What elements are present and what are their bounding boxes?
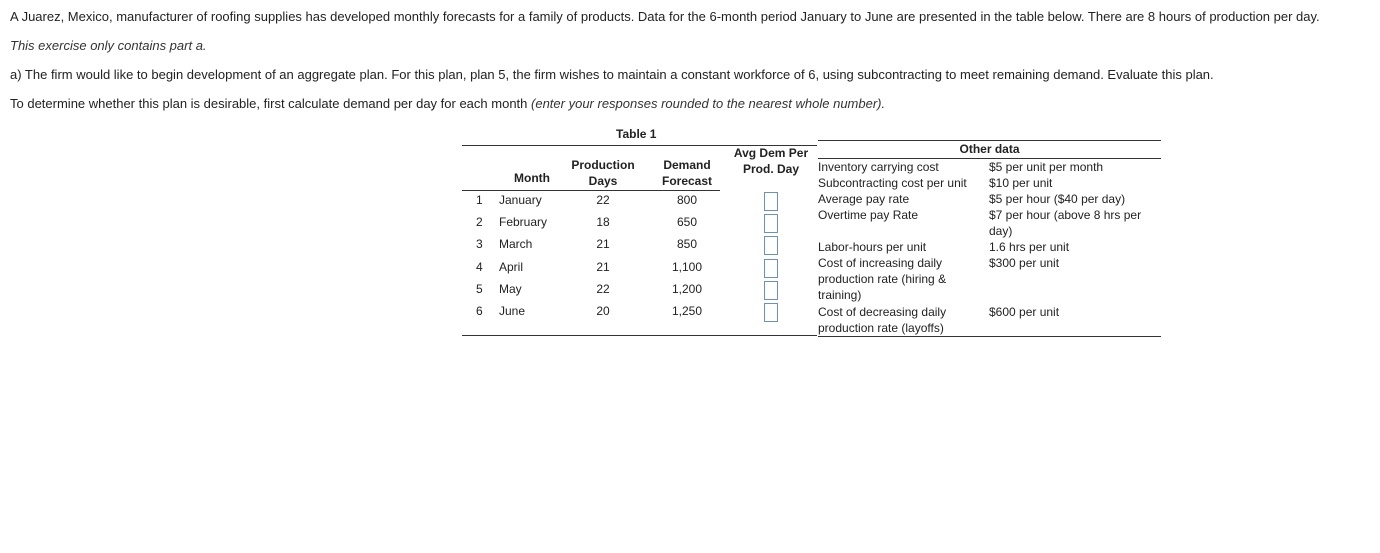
- header-forecast: Forecast: [661, 174, 713, 188]
- row-forecast: 1,200: [671, 282, 703, 296]
- row-month: June: [499, 304, 526, 318]
- other-data-title: Other data: [959, 142, 1020, 156]
- table-bottom-rule: [462, 335, 817, 336]
- intro-text: A Juarez, Mexico, manufacturer of roofing supplies has developed monthly forecasts for a family of products. Data for the 6-month period January to June are presented in the table below. There are 8 hours of production per day.: [10, 9, 1320, 24]
- avg-demand-input[interactable]: [764, 281, 778, 300]
- instruction-main: To determine whether this plan is desirable, first calculate demand per day for each month: [10, 96, 528, 111]
- row-number: 6: [476, 304, 483, 318]
- other-label: Average pay rate: [818, 192, 910, 206]
- instruction-italic: (enter your responses rounded to the nearest whole number).: [531, 96, 886, 111]
- other-label: Labor-hours per unit: [818, 240, 927, 254]
- row-forecast: 1,100: [671, 260, 703, 274]
- row-days: 22: [596, 282, 610, 296]
- row-number: 1: [476, 193, 483, 207]
- row-number: 4: [476, 260, 483, 274]
- row-number: 5: [476, 282, 483, 296]
- other-label: Subcontracting cost per unit: [818, 176, 967, 190]
- other-value: 1.6 hrs per unit: [989, 240, 1070, 254]
- avg-demand-input[interactable]: [764, 214, 778, 233]
- other-value: $10 per unit: [989, 176, 1053, 190]
- other-label: Cost of decreasing daily production rate (layoffs): [818, 305, 947, 335]
- header-prod-day: Prod. Day: [742, 162, 799, 176]
- row-month: May: [499, 282, 522, 296]
- exercise-note: This exercise only contains part a.: [10, 38, 207, 53]
- header-month: Month: [514, 171, 550, 185]
- other-value: $300 per unit: [989, 256, 1060, 270]
- row-month: January: [499, 193, 542, 207]
- header-demand: Demand: [663, 158, 711, 172]
- row-number: 3: [476, 237, 483, 251]
- avg-demand-input[interactable]: [764, 192, 778, 211]
- row-forecast: 650: [676, 215, 698, 229]
- other-bottom-rule: [818, 336, 1161, 337]
- other-label: Overtime pay Rate: [818, 208, 919, 222]
- other-value: $7 per hour (above 8 hrs per day): [989, 208, 1142, 238]
- avg-demand-input[interactable]: [764, 259, 778, 278]
- row-days: 18: [596, 215, 610, 229]
- row-number: 2: [476, 215, 483, 229]
- row-days: 20: [596, 304, 610, 318]
- row-forecast: 800: [676, 193, 698, 207]
- row-forecast: 850: [676, 237, 698, 251]
- avg-demand-input[interactable]: [764, 303, 778, 322]
- row-month: February: [499, 215, 548, 229]
- row-days: 21: [596, 260, 610, 274]
- table-caption: Table 1: [616, 127, 657, 141]
- row-month: March: [499, 237, 533, 251]
- instruction-text: [10, 96, 885, 111]
- other-value: $600 per unit: [989, 305, 1060, 319]
- avg-demand-input[interactable]: [764, 236, 778, 255]
- other-label: Cost of increasing daily production rate (hiring & training): [818, 256, 947, 302]
- other-value: $5 per unit per month: [989, 160, 1104, 174]
- part-a-text: a) The firm would like to begin development of an aggregate plan. For this plan, plan 5, the firm wishes to maintain a constant workforce of 6, using subcontracting to meet remaining demand. Evaluate this plan.: [10, 67, 1214, 82]
- header-days: Days: [588, 174, 618, 188]
- row-forecast: 1,250: [671, 304, 703, 318]
- header-production: Production: [571, 158, 635, 172]
- row-month: April: [499, 260, 524, 274]
- table-header-rule: [462, 190, 720, 191]
- header-avg-dem: Avg Dem Per: [733, 146, 809, 160]
- row-days: 21: [596, 237, 610, 251]
- row-days: 22: [596, 193, 610, 207]
- other-label: Inventory carrying cost: [818, 160, 939, 174]
- other-value: $5 per hour ($40 per day): [989, 192, 1126, 206]
